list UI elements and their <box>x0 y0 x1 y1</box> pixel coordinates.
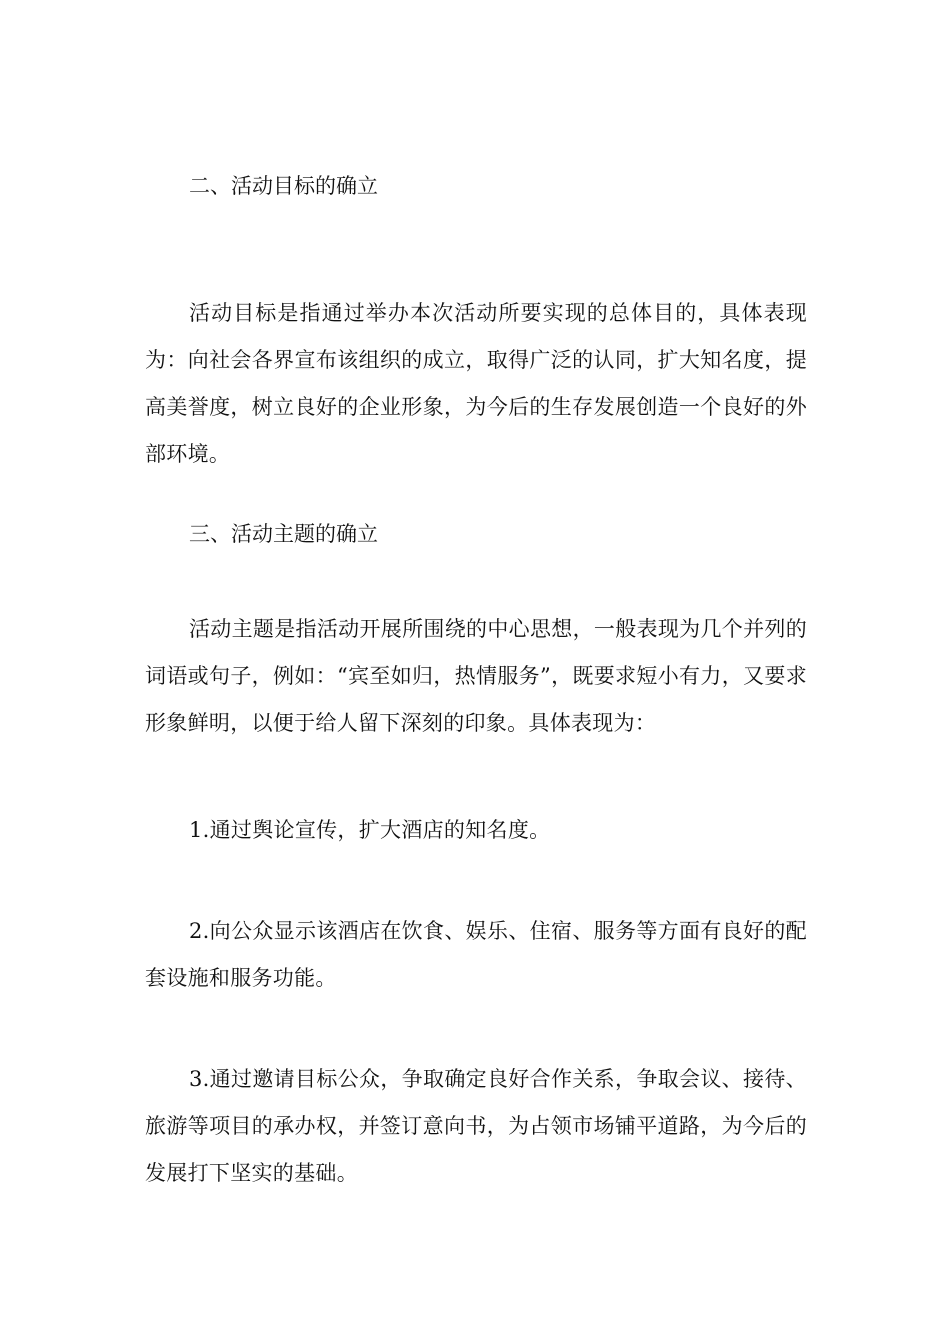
section-heading-activity-theme: 三、活动主题的确立 <box>189 522 378 546</box>
section-heading-activity-goal: 二、活动目标的确立 <box>189 174 378 198</box>
list-item-2: 2.向公众显示该酒店在饮食、娱乐、住宿、服务等方面有良好的配套设施和服务功能。 <box>145 919 807 990</box>
paragraph-activity-goal: 活动目标是指通过举办本次活动所要实现的总体目的，具体表现为：向社会各界宣布该组织的成立，取得广泛的认同，扩大知名度，提高美誉度，树立良好的企业形象，为今后的生存发展创造一个良好的外部环境。 <box>145 301 807 466</box>
paragraph-activity-theme: 活动主题是指活动开展所围绕的中心思想，一般表现为几个并列的词语或句子，例如：“宾至如归，热情服务”，既要求短小有力，又要求形象鲜明，以便于给人留下深刻的印象。具体表现为： <box>145 617 807 735</box>
list-item-1: 1.通过舆论宣传，扩大酒店的知名度。 <box>189 818 551 842</box>
list-item-3: 3.通过邀请目标公众，争取确定良好合作关系，争取会议、接待、旅游等项目的承办权，并签订意向书，为占领市场铺平道路，为今后的发展打下坚实的基础。 <box>145 1067 807 1185</box>
document-page <box>145 0 807 1344</box>
